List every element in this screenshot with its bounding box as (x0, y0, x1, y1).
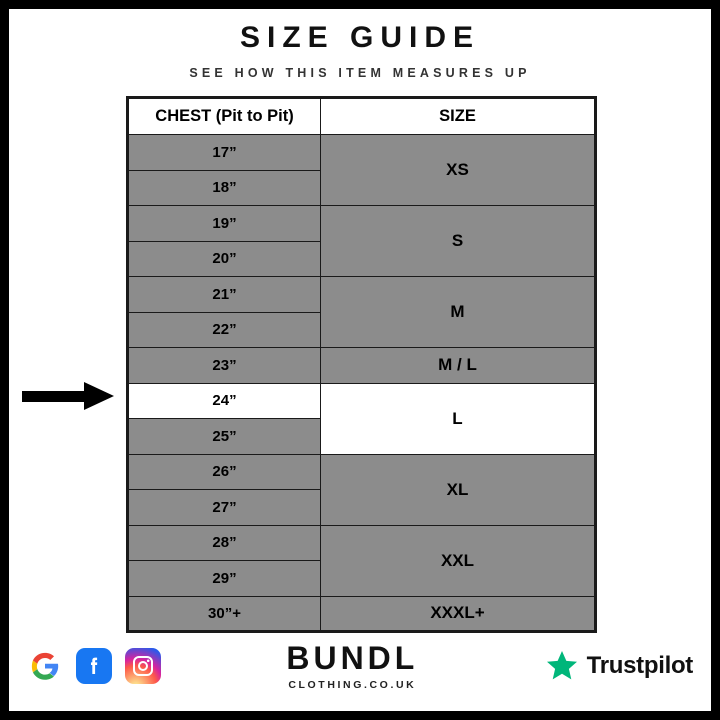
arrow-marker-icon (22, 383, 118, 409)
cell-chest: 26” (128, 454, 321, 490)
table-header-row (128, 98, 596, 135)
cell-size: L (321, 383, 596, 454)
table-body (128, 135, 596, 632)
brand-logo (286, 639, 419, 691)
cell-size: XS (321, 135, 596, 206)
table-row (128, 135, 596, 171)
cell-size: XXXL+ (321, 596, 596, 632)
cell-chest: 19” (128, 206, 321, 242)
column-header-size: SIZE (321, 98, 596, 135)
cell-chest: 29” (128, 561, 321, 597)
cell-chest: 30”+ (128, 596, 321, 632)
table-row (128, 454, 596, 490)
brand-name: BUNDL (286, 639, 419, 676)
cell-size: XXL (321, 525, 596, 596)
cell-chest: 21” (128, 277, 321, 313)
arrow-shaft (22, 391, 84, 402)
instagram-icon[interactable] (125, 648, 161, 684)
brand-url: CLOTHING.CO.UK (288, 678, 417, 691)
cell-chest: 28” (128, 525, 321, 561)
table-row (128, 206, 596, 242)
social-links (27, 648, 161, 684)
arrow-head (84, 382, 114, 410)
size-table (126, 96, 597, 633)
page-subtitle: SEE HOW THIS ITEM MEASURES UP (189, 66, 531, 80)
facebook-icon[interactable] (76, 648, 112, 684)
trustpilot-label: Trustpilot (586, 652, 693, 679)
cell-chest: 20” (128, 241, 321, 277)
cell-chest: 23” (128, 348, 321, 384)
column-header-chest: CHEST (Pit to Pit) (128, 98, 321, 135)
trustpilot-logo[interactable] (544, 648, 693, 684)
cell-chest: 17” (128, 135, 321, 171)
cell-size: M / L (321, 348, 596, 384)
cell-chest: 22” (128, 312, 321, 348)
table-row (128, 277, 596, 313)
table-row (128, 348, 596, 384)
trustpilot-star-icon (544, 648, 580, 684)
cell-size: M (321, 277, 596, 348)
page-title: SIZE GUIDE (239, 21, 481, 54)
cell-size: XL (321, 454, 596, 525)
cell-chest: 18” (128, 170, 321, 206)
cell-chest: 25” (128, 419, 321, 455)
table-row (128, 596, 596, 632)
footer (9, 629, 711, 703)
cell-chest: 24” (128, 383, 321, 419)
cell-chest: 27” (128, 490, 321, 526)
table-row-highlighted (128, 383, 596, 419)
cell-size: S (321, 206, 596, 277)
size-guide-content (9, 9, 711, 711)
table-header (128, 98, 596, 135)
table-row (128, 525, 596, 561)
size-table-wrapper (126, 96, 594, 633)
google-icon[interactable] (27, 648, 63, 684)
